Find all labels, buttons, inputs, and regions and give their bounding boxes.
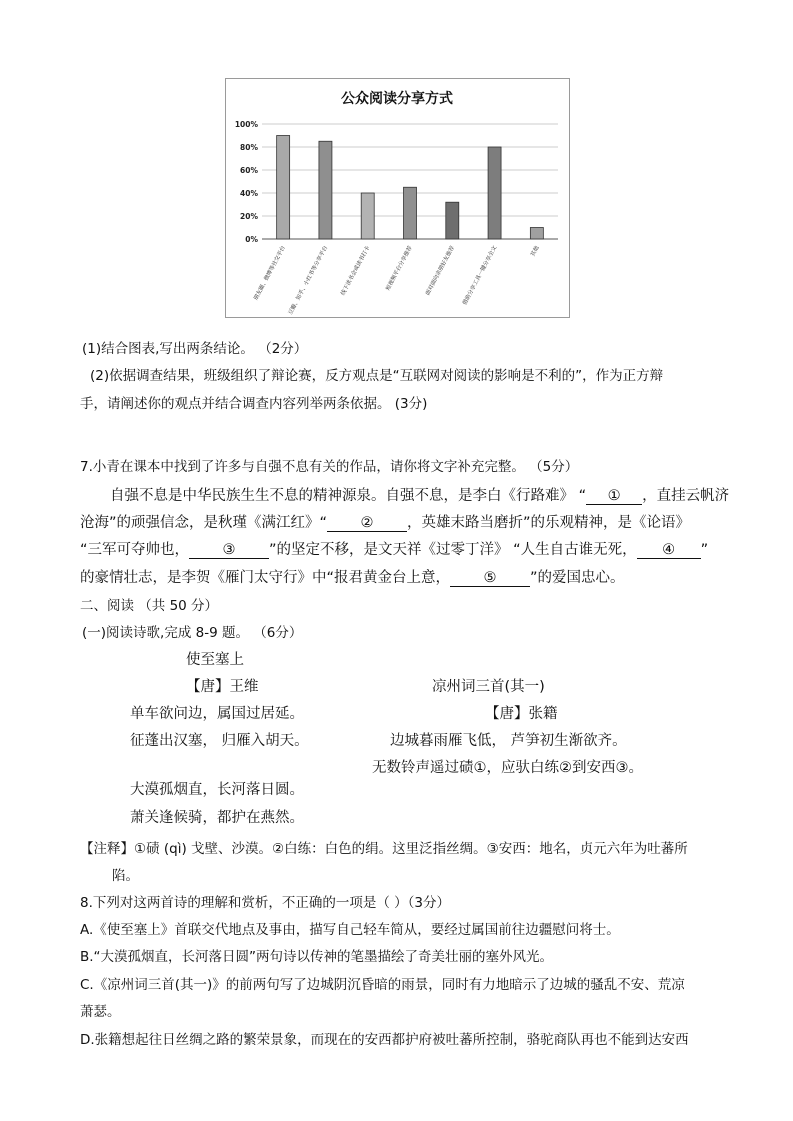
- x-category-label: 豆瓣、知乎、小红书等分享平台: [287, 245, 330, 316]
- q8-option-b: B.“大漠孤烟直，长河落日圆”两句诗以传神的笔墨描绘了奇美壮丽的塞外风光。: [80, 949, 554, 965]
- poem2-author: 【唐】张籍: [485, 706, 558, 722]
- annotation-line1: 【注释】①碛 (qì) 戈壁、沙漠。②白练：白色的绢。这里泛指丝绸。③安西：地名，贞元六年为吐蕃所: [80, 841, 688, 857]
- q7-line3: [80, 538, 708, 559]
- x-category-label: 朋友圈、微博等社交平台: [253, 245, 287, 302]
- q7-text: ”: [700, 542, 709, 558]
- q7-line2: [80, 511, 690, 532]
- chart-frame: [225, 78, 570, 318]
- bar: [488, 147, 501, 239]
- q6-part2-line2: 手，请阐述你的观点并结合调查内容列举两条依据。 (3分): [80, 396, 428, 412]
- poem1-line: 大漠孤烟直，长河落日圆。: [130, 782, 304, 798]
- q7-prompt: 7.小青在课本中找到了许多与自强不息有关的作品，请你将文字补充完整。 （5分）: [80, 459, 579, 475]
- poem2-line: 边城暮雨雁飞低， 芦笋初生渐欲齐。: [390, 733, 627, 749]
- q7-text: 沧海”的顽强信念，是秋瑾《满江红》“: [80, 515, 328, 531]
- q7-text: 的豪情壮志，是李贺《雁门太守行》中“报君黄金台上意，: [80, 570, 451, 586]
- section-subheading: (一)阅读诗歌,完成 8-9 题。 （6分）: [82, 625, 303, 641]
- y-tick-label: 80%: [240, 143, 258, 152]
- y-tick-label: 0%: [245, 235, 258, 244]
- poem1-author: 【唐】王维: [186, 679, 259, 695]
- poem1-title: 使至塞上: [186, 652, 244, 668]
- poem1-line: 萧关逢候骑，都护在燕然。: [130, 810, 304, 826]
- bar: [319, 141, 332, 239]
- fill-blank-2: ②: [327, 515, 407, 532]
- bar: [404, 187, 417, 239]
- chart-title: 公众阅读分享方式: [341, 91, 453, 107]
- annotation-line2: 陷。: [112, 868, 139, 884]
- x-category-label: 面对面向亲朋好友推荐: [424, 245, 457, 297]
- y-tick-label: 20%: [240, 212, 258, 221]
- bar: [530, 228, 543, 240]
- fill-blank-1: ①: [586, 488, 642, 505]
- y-tick-label: 100%: [234, 120, 258, 129]
- q7-line1: [110, 484, 729, 505]
- fill-blank-4: ④: [637, 542, 701, 559]
- bar: [361, 193, 374, 239]
- x-category-label: 线下读书会或读书打卡: [340, 245, 372, 297]
- x-category-label: 借助分享工具一键分享全文: [462, 245, 499, 307]
- q8-option-c-line2: 萧瑟。: [80, 1004, 121, 1020]
- q7-text: “三军可夺帅也，: [80, 542, 190, 558]
- fill-blank-3: ③: [189, 542, 269, 559]
- q7-text: ，英雄末路当磨折”的乐观精神，是《论语》: [407, 515, 691, 531]
- poem2-title: 凉州词三首(其一): [432, 679, 545, 695]
- bar: [277, 136, 290, 240]
- q7-line4: [80, 566, 625, 587]
- y-tick-label: 60%: [240, 166, 258, 175]
- y-tick-label: 40%: [240, 189, 258, 198]
- x-category-label: 短视频平台分享推荐: [385, 245, 414, 292]
- poem1-line: 单车欲问边，属国过居延。: [130, 706, 304, 722]
- poem2-line: 无数铃声遥过碛①，应驮白练②到安西③。: [372, 760, 643, 776]
- q7-text: ，直挂云帆济: [642, 488, 730, 504]
- q8-option-a: A.《使至塞上》首联交代地点及事由，描写自己轻车简从，要经过属国前往边疆慰问将士。: [80, 922, 620, 938]
- x-category-label: 其他: [530, 245, 541, 258]
- fill-blank-5: ⑤: [450, 570, 530, 587]
- q6-part1: (1)结合图表,写出两条结论。 （2分）: [82, 341, 308, 357]
- q7-text: ”的坚定不移，是文天祥《过零丁洋》 “人生自古谁无死，: [269, 542, 637, 558]
- q7-text: 自强不息是中华民族生生不息的精神源泉。自强不息，是李白《行路难》 “: [110, 488, 587, 504]
- q8-prompt: 8.下列对这两首诗的理解和赏析，不正确的一项是（ ）（3分）: [80, 895, 451, 911]
- bar: [446, 202, 459, 239]
- q6-part2-line1: (2)依据调查结果，班级组织了辩论赛，反方观点是“互联网对阅读的影响是不利的”，作为正方辩: [90, 368, 664, 384]
- poem1-line: 征蓬出汉塞， 归雁入胡天。: [130, 733, 309, 749]
- q8-option-d: D.张籍想起往日丝绸之路的繁荣景象，而现在的安西都护府被吐蕃所控制，骆驼商队再也不能到达安西: [80, 1032, 689, 1048]
- bar-chart: [226, 79, 569, 317]
- section-heading: 二、阅读 （共 50 分）: [80, 598, 219, 614]
- q7-text: ”的爱国忠心。: [530, 570, 625, 586]
- q8-option-c-line1: C.《凉州词三首(其一)》的前两句写了边城阴沉昏暗的雨景，同时有力地暗示了边城的骚乱不安、荒凉: [80, 977, 685, 993]
